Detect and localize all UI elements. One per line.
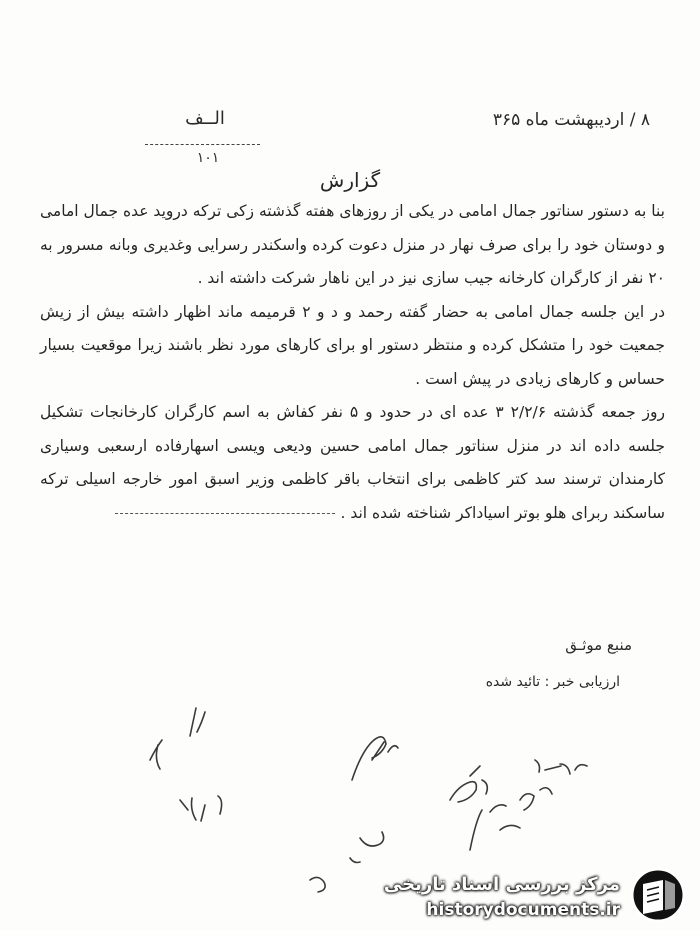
scribble-mark-6 bbox=[470, 788, 552, 850]
document-category: الــف bbox=[185, 108, 225, 129]
paragraph-1: بنا به دستور سناتور جمال امامی در یکی از روزهای هفته گذشته زکی ترکه دروید عده جمال امامی و دوستان خود را برای صرف نهار در منزل دعوت کرده واسکندر رسرایی وغدیری وبانه مسرور به ۲۰ نفر از کارگران کارخانه جیب سازی نیز در این ناهار شرکت داشته اند . bbox=[40, 202, 665, 287]
source-line: منبع موثـق bbox=[565, 636, 632, 654]
archive-logo-icon bbox=[629, 866, 687, 924]
scribble-mark-3 bbox=[352, 737, 398, 780]
archive-watermark bbox=[383, 858, 695, 928]
document-reference: ۱۰۱ bbox=[196, 150, 220, 166]
category-underline bbox=[145, 144, 260, 145]
document-title: گزارش bbox=[319, 168, 381, 192]
scribble-mark-1 bbox=[150, 708, 205, 769]
document-body bbox=[40, 195, 665, 530]
paragraph-2: در این جلسه جمال امامی به حضار گفته رحمد و د و ۲ قرمیمه ماند اظهار داشته بیش از زیش جمعیت خود را متشکل کرده و منتظر دستور او برای کارهای مورد نظر باشند زیرا موقعیت بسیار حساس و کارهای زیادی در پیش است . bbox=[40, 302, 665, 388]
watermark-name: مرکز بررسی اسناد تاریخی bbox=[383, 874, 620, 895]
scribble-mark-7 bbox=[535, 760, 587, 774]
paragraph-3 bbox=[40, 396, 665, 530]
fill-line bbox=[115, 513, 335, 514]
scribble-mark-4 bbox=[310, 832, 384, 892]
watermark-url: historydocuments.ir bbox=[426, 900, 620, 920]
paragraph-3-text: روز جمعه گذشته ۲/۲/۶ ۳ عده ای در حدود و ۵ نفر کفاش به اسم کارگران کارخانجات تشکیل جلسه داده اند در منزل سناتور جمال امامی حسین ودیعی ویسی اسهارفاده ارسعبی وسیاری کارمندان ترسند سد کتر کاظمی برای انتخاب باقر کاظمی وزیر اسبق امور خارجه اسیلی ترکه ساسکند ربرای هلو بوتر اسیاداکر شناخته شده اند . bbox=[40, 403, 665, 522]
scribble-mark-5 bbox=[450, 766, 487, 802]
scribble-mark-2 bbox=[180, 796, 222, 821]
assessment-note: ارزیابی خبر : تائید شده bbox=[485, 674, 620, 690]
document-date: ۸ / اردیبهشت ماه ۳۶۵ bbox=[492, 110, 650, 130]
